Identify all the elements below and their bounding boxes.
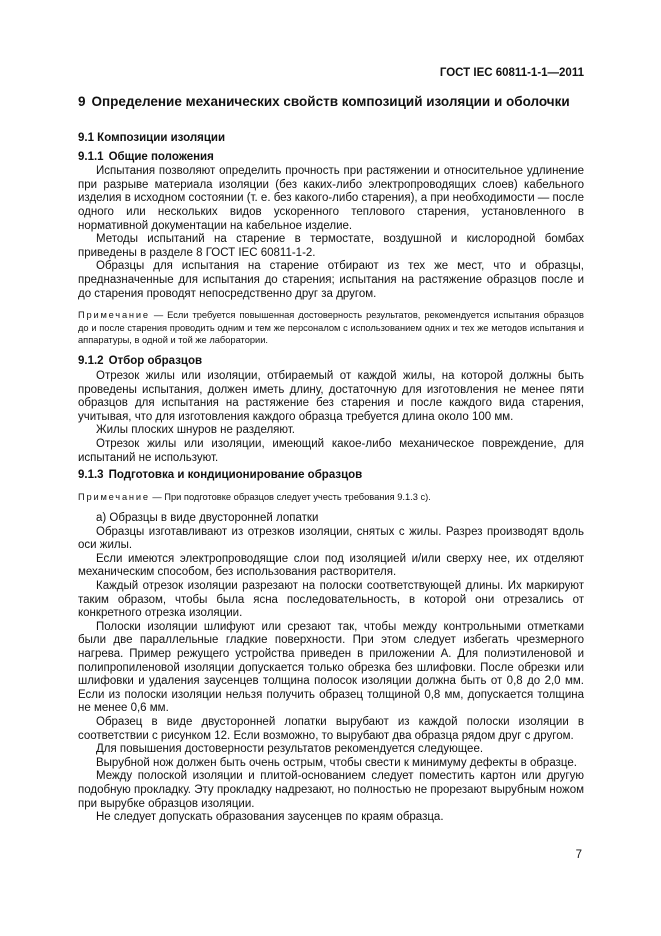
- page-number: 7: [575, 849, 582, 861]
- note-text: — Если требуется повышенная достоверность результатов, рекомендуется испытания образцов до и после старения проводить одним и тем же персоналом с использованием одних и тех же методов испытания и аппаратуры, в одной и той же лаборатории.: [78, 310, 584, 345]
- note: [78, 309, 584, 346]
- note-label: Примечание: [78, 491, 150, 502]
- note-text: — При подготовке образцов следует учесть требования 9.1.3 c).: [149, 491, 431, 502]
- subsection-number: 9.1.1: [78, 150, 104, 163]
- subsection-title: Подготовка и кондиционирование образцов: [108, 469, 363, 482]
- section-9-1-1-heading: [78, 151, 584, 165]
- section-9-1-2-heading: [78, 355, 584, 369]
- note-label: Примечание: [78, 310, 150, 321]
- section-number: 9: [78, 94, 86, 109]
- paragraph: Для повышения достоверности результатов рекомендуется следующее.: [96, 743, 484, 756]
- paragraph: Отрезок жилы или изоляции, отбираемый от каждой жилы, на которой должны быть проведены испытания, должен иметь длину, достаточную для изготовления не менее пяти образцов для испытания на растяжение без старения и после каждого вида старения, учитывая, что для изготовления каждого образца требуется длина около 100 мм.: [78, 369, 584, 423]
- paragraph: Полоски изоляции шлифуют или срезают так, чтобы между контрольными отметками были две параллельные гладкие поверхности. При этом следует избегать чрезмерного нагрева. Пример режущего устройства приведен в приложении А. Для полиэтиленовой и полипропиленовой изоляции допускается только обрезка без шлифовки. После обрезки или шлифовки и удаления заусенцев толщина полосок изоляции должна быть от 0,8 до 2,0 мм. Если из полоски изоляции нельзя получить образец толщиной 0,8 мм, допускается толщина не менее 0,6 мм.: [78, 620, 584, 715]
- section-9-1-3-heading: [78, 469, 584, 483]
- page-content: [78, 94, 584, 825]
- paragraph: Каждый отрезок изоляции разрезают на полоски соответствующей длины. Их маркируют таким образом, чтобы была ясна последовательность, в которой они отрезались от конкретного отрезка изоляции.: [78, 580, 584, 620]
- paragraph: Не следует допускать образования заусенцев по краям образца.: [96, 811, 444, 824]
- paragraph: Испытания позволяют определить прочность при растяжении и относительное удлинение при разрыве материала изоляции (без каких-либо электропроводящих слоев) кабельного изделия в исходном состоянии (т. е. без какого-либо старения), а при необходимости — после одного или нескольких видов ускоренного теплового старения, установленного в нормативной документации на кабельное изделие.: [78, 165, 584, 232]
- paragraph: Жилы плоских шнуров не разделяют.: [96, 424, 295, 437]
- paragraph: Образец в виде двусторонней лопатки вырубают из каждой полоски изоляции в соответствии с рисунком 12. Если возможно, то вырубают два образца рядом друг с другом.: [78, 716, 584, 742]
- paragraph: Между полоской изоляции и плитой-основанием следует поместить картон или другую подобную прокладку. Эту прокладку надрезают, но полностью не прорезают вырубным ножом при вырубке образцов изоляции.: [78, 770, 584, 810]
- subsection-title: Отбор образцов: [108, 355, 203, 368]
- paragraph: Если имеются электропроводящие слои под изоляцией и/или сверху нее, их отделяют механическим способом, без использования растворителя.: [78, 552, 584, 579]
- section-title: Определение механических свойств композиций изоляции и оболочки: [91, 94, 570, 109]
- document-code-header: ГОСТ IEC 60811-1-1—2011: [439, 67, 584, 79]
- section-9-1-heading: 9.1 Композиции изоляции: [78, 132, 226, 144]
- note: [78, 491, 584, 503]
- subsection-number: 9.1.3: [78, 469, 104, 482]
- paragraph: Отрезок жилы или изоляции, имеющий какое-либо механическое повреждение, для испытаний не используют.: [78, 437, 584, 464]
- paragraph: Методы испытаний на старение в термостате, воздушной и кислородной бомбах приведены в разделе 8 ГОСТ IEC 60811-1-2.: [78, 233, 584, 259]
- paragraph: Образцы изготавливают из отрезков изоляции, снятых с жилы. Разрез производят вдоль оси жилы.: [78, 525, 584, 552]
- subsection-number: 9.1.2: [78, 355, 104, 368]
- list-item-a: a) Образцы в виде двусторонней лопатки: [96, 512, 319, 525]
- paragraph: Образцы для испытания на старение отбирают из тех же мест, что и образцы, предназначенные для испытания до старения; испытания на растяжение образцов после и до старения проводят непосредственно друг за другом.: [78, 260, 584, 300]
- subsection-title: Общие положения: [108, 150, 214, 163]
- section-9-heading: [78, 94, 584, 110]
- paragraph: Вырубной нож должен быть очень острым, чтобы свести к минимуму дефекты в образце.: [96, 756, 577, 769]
